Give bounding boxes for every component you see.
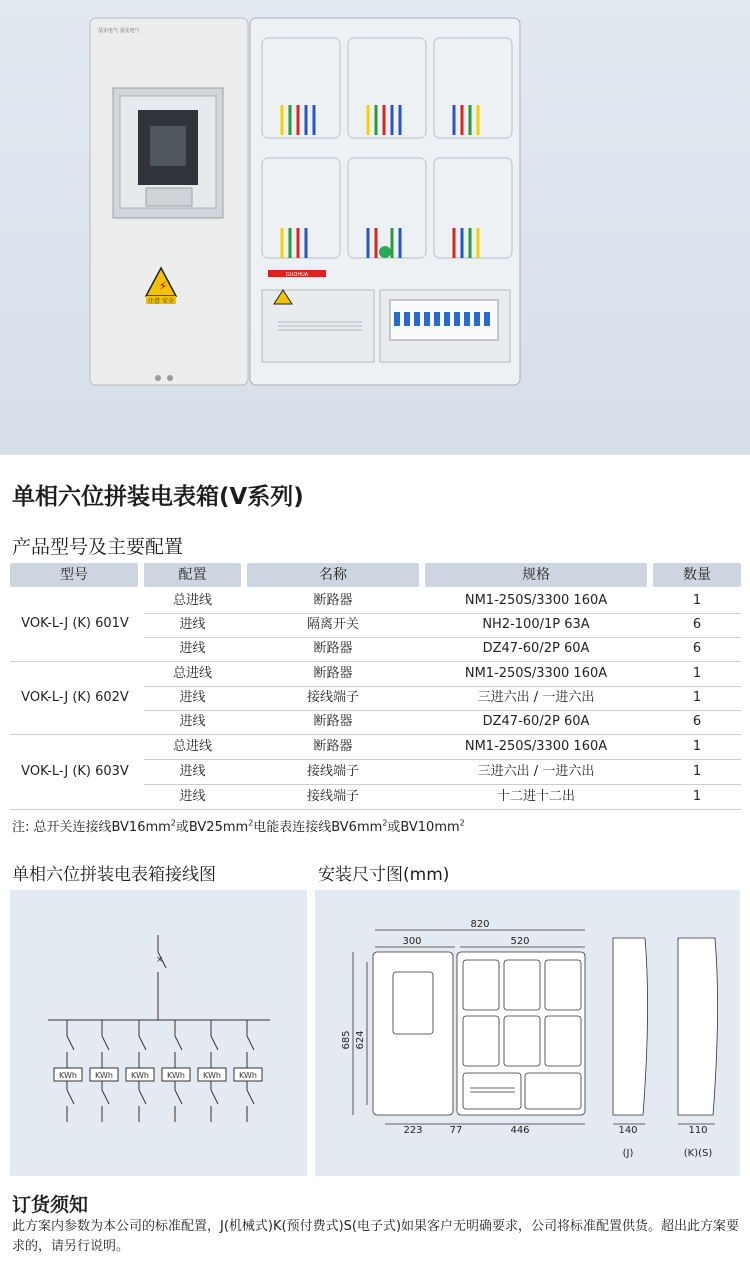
- section-title-config: 产品型号及主要配置: [12, 536, 184, 558]
- table-cell: 断路器: [313, 593, 353, 608]
- table-cell: 隔离开关: [306, 617, 359, 632]
- table-cell: 三进六出 / 一进六出: [477, 690, 595, 705]
- dimension-drawing: [315, 890, 740, 1176]
- order-title: 订货须知: [12, 1194, 89, 1216]
- breaker-row: [390, 300, 498, 340]
- order-text: 此方案内参数为本公司的标准配置，J(机械式)K(预付费式)S(电子式)如果客户无明确要求，公司将标准配置供货。超出此方案要求的，请另行说明。: [12, 1219, 740, 1254]
- table-cell: NH2-100/1P 63A: [482, 617, 590, 632]
- dim-right-width: 520: [510, 936, 530, 947]
- table-cell: 1: [692, 789, 702, 804]
- product-photo: [0, 0, 750, 455]
- meter-brand: GUOHUA: [285, 272, 309, 278]
- table-cell: 进线: [179, 617, 206, 632]
- table-cell: 进线: [179, 641, 206, 656]
- table-cell: 接线端子: [306, 764, 359, 779]
- dim-depth-j: 140: [618, 1125, 638, 1136]
- table-cell: 接线端子: [306, 789, 359, 804]
- table-cell: 接线端子: [306, 690, 359, 705]
- dim-bottom-left: 223: [403, 1125, 423, 1136]
- table-cell: 6: [692, 641, 702, 656]
- box-brand: 基实电气 基实电气: [98, 28, 140, 34]
- table-cell: 进线: [179, 690, 206, 705]
- table-cell: 6: [692, 714, 702, 729]
- dim-left-width: 300: [402, 936, 422, 947]
- table-cell: DZ47-60/2P 60A: [482, 714, 590, 729]
- table-cell: NM1-250S/3300 160A: [464, 666, 608, 681]
- table-cell: 断路器: [313, 714, 353, 729]
- dim-bottom-gap: 77: [449, 1125, 463, 1136]
- page-title: 单相六位拼装电表箱(V系列): [12, 484, 304, 510]
- kwh-label: KWh: [239, 1071, 257, 1080]
- kwh-label: KWh: [203, 1071, 221, 1080]
- table-cell: 断路器: [313, 641, 353, 656]
- table-cell: 断路器: [313, 739, 353, 754]
- table-cell: NM1-250S/3300 160A: [464, 593, 608, 608]
- kwh-label: KWh: [59, 1071, 77, 1080]
- svg-text:⚡: ⚡: [158, 279, 168, 293]
- kwh-label: KWh: [131, 1071, 149, 1080]
- dim-bottom-right: 446: [510, 1125, 530, 1136]
- kwh-label: KWh: [95, 1071, 113, 1080]
- table-header-name: 名称: [247, 563, 419, 587]
- table-cell: 1: [692, 690, 702, 705]
- dim-total-width: 820: [470, 919, 490, 930]
- dim-height-inner: 624: [355, 1030, 366, 1050]
- wire-note: 注: 总开关连接线$BV16mm^2$或$BV25mm^2$电能表连接线$BV6mm^2$或$BV10mm^2$: [12, 818, 465, 835]
- table-cell: 1: [692, 764, 702, 779]
- table-cell: 进线: [179, 714, 206, 729]
- dim-height-outer: 685: [341, 1030, 352, 1050]
- model-cell: VOK-L-J (K) 602V: [21, 690, 129, 705]
- table-header-config: 配置: [144, 563, 241, 587]
- dimension-title: 安装尺寸图(mm): [318, 865, 450, 885]
- table-cell: 1: [692, 666, 702, 681]
- wiring-diagram: [10, 890, 307, 1176]
- dim-depth-ks: 110: [688, 1125, 708, 1136]
- table-cell: 总进线: [172, 666, 212, 681]
- table-header-model: 型号: [10, 563, 138, 587]
- table-cell: 6: [692, 617, 702, 632]
- table-cell: 进线: [179, 789, 206, 804]
- table-cell: 断路器: [313, 666, 353, 681]
- table-cell: 总进线: [172, 739, 212, 754]
- table-cell: 总进线: [172, 593, 212, 608]
- kwh-label: KWh: [167, 1071, 185, 1080]
- svg-text:×: ×: [156, 955, 164, 965]
- table-cell: NM1-250S/3300 160A: [464, 739, 608, 754]
- meter-box-illustration: [0, 0, 750, 455]
- table-cell: 进线: [179, 764, 206, 779]
- table-cell: 三进六出 / 一进六出: [477, 764, 595, 779]
- table-header-qty: 数量: [653, 563, 741, 587]
- warning-text: 注意 安全: [148, 298, 174, 305]
- table-header-spec: 规格: [425, 563, 647, 587]
- table-cell: DZ47-60/2P 60A: [482, 641, 590, 656]
- table-cell: 十二进十二出: [496, 789, 575, 804]
- model-cell: VOK-L-J (K) 601V: [21, 616, 129, 631]
- model-cell: VOK-L-J (K) 603V: [21, 764, 129, 779]
- table-cell: 1: [692, 739, 702, 754]
- table-cell: 1: [692, 593, 702, 608]
- variant-ks: (K)(S): [683, 1148, 713, 1159]
- wiring-title: 单相六位拼装电表箱接线图: [12, 865, 216, 885]
- variant-j: (J): [622, 1148, 634, 1159]
